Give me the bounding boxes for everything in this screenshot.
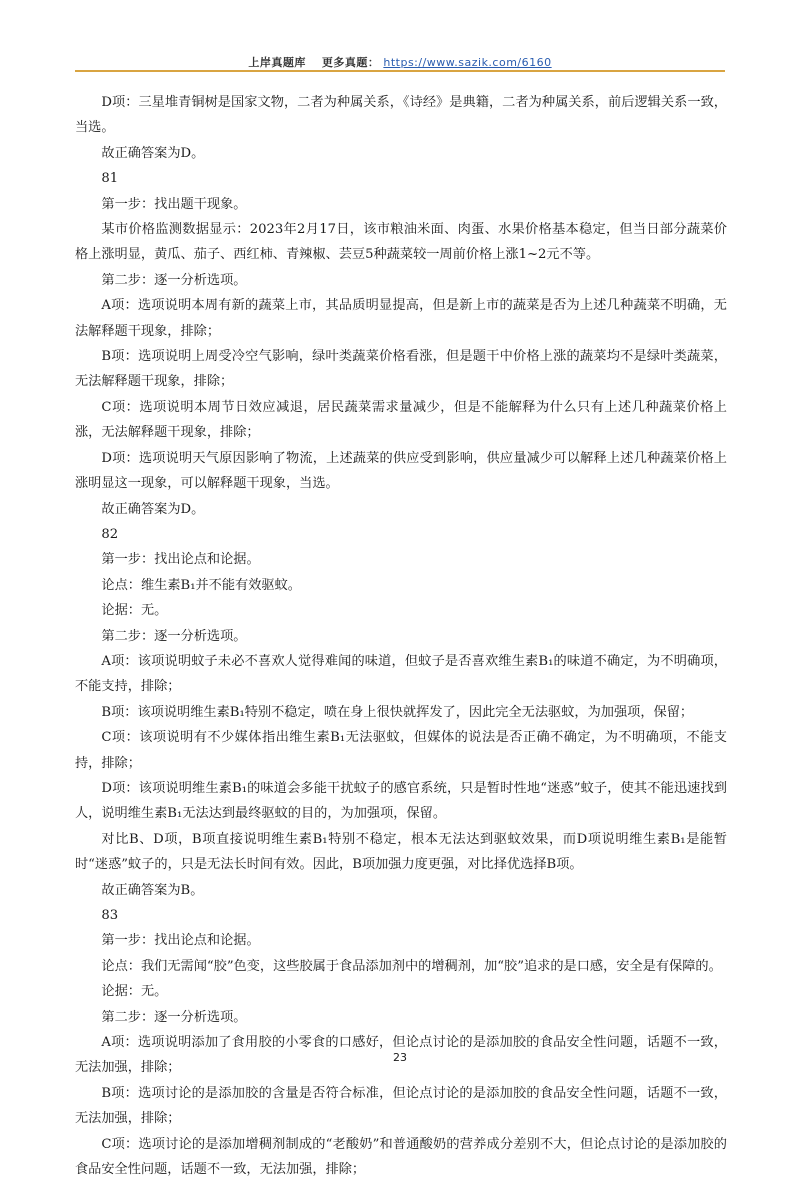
paragraph: 故正确答案为D。 bbox=[101, 145, 205, 161]
paragraph: 故正确答案为B。 bbox=[101, 882, 204, 898]
paragraph: 第一步：找出论点和论据。 bbox=[101, 933, 260, 949]
page-number: 23 bbox=[393, 1051, 407, 1064]
header-divider bbox=[75, 70, 725, 72]
paragraph: 论据：无。 bbox=[101, 984, 168, 1000]
page-header bbox=[0, 54, 800, 70]
header-site-name: 上岸真题库 bbox=[248, 56, 306, 69]
header-link[interactable]: https://www.sazik.com/6160 bbox=[383, 56, 552, 69]
paragraph: C项：该项说明有不少媒体指出维生素B₁无法驱蚊，但媒体的说法是否正确不确定，为不明确项，不能支持，排除； bbox=[75, 730, 727, 771]
paragraph: D项：该项说明维生素B₁的味道会多能干扰蚊子的感官系统，只是暂时性地“迷惑”蚊子，使其不能迅速找到人，说明维生素B₁无法达到最终驱蚊的目的，为加强项，保留。 bbox=[75, 780, 727, 822]
paragraph: 对比B、D项，B项直接说明维生素B₁特别不稳定，根本无法达到驱蚊效果，而D项说明维生素B₁是能暂时“迷惑”蚊子的，只是无法长时间有效。因此，B项加强力度更强，对比择优选择B项。 bbox=[75, 831, 727, 873]
question-number: 82 bbox=[101, 526, 119, 542]
document-body bbox=[75, 90, 727, 1182]
paragraph: D项：选项说明天气原因影响了物流，上述蔬菜的供应受到影响，供应量减少可以解释上述几种蔬菜价格上涨明显这一现象，可以解释题干现象，当选。 bbox=[75, 450, 727, 492]
paragraph: C项：选项讨论的是添加增稠剂制成的“老酸奶”和普通酸奶的营养成分差别不大，但论点讨论的是添加胶的食品安全性问题，话题不一致，无法加强，排除； bbox=[75, 1136, 727, 1178]
paragraph: 故正确答案为D。 bbox=[101, 501, 205, 517]
paragraph: 论据：无。 bbox=[101, 603, 168, 619]
paragraph: A项：选项说明添加了食用胶的小零食的口感好，但论点讨论的是添加胶的食品安全性问题，话题不一致，无法加强，排除； bbox=[75, 1035, 727, 1076]
paragraph: 某市价格监测数据显示：2023年2月17日，该市粮油米面、肉蛋、水果价格基本稳定，但当日部分蔬菜价格上涨明显，黄瓜、茄子、西红柿、青辣椒、芸豆5种蔬菜较一周前价格上涨1~2元不等。 bbox=[75, 222, 727, 263]
paragraph: 第一步：找出论点和论据。 bbox=[101, 552, 260, 568]
paragraph: C项：选项说明本周节日效应减退，居民蔬菜需求量减少，但是不能解释为什么只有上述几种蔬菜价格上涨，无法解释题干现象，排除； bbox=[75, 399, 727, 441]
paragraph: A项：选项说明本周有新的蔬菜上市，其品质明显提高，但是新上市的蔬菜是否为上述几种蔬菜不明确，无法解释题干现象，排除； bbox=[75, 298, 727, 339]
paragraph: D项：三星堆青铜树是国家文物，二者为种属关系，《诗经》是典籍，二者为种属关系，前后逻辑关系一致，当选。 bbox=[75, 95, 727, 136]
paragraph: 第一步：找出题干现象。 bbox=[101, 196, 247, 212]
paragraph: 论点：我们无需闻“胶”色变，这些胶属于食品添加剂中的增稠剂，加“胶”追求的是口感，安全是有保障的。 bbox=[101, 958, 722, 974]
paragraph: 第二步：逐一分析选项。 bbox=[101, 1009, 247, 1025]
paragraph: B项：选项说明上周受冷空气影响，绿叶类蔬菜价格看涨，但是题干中价格上涨的蔬菜均不是绿叶类蔬菜，无法解释题干现象，排除； bbox=[75, 349, 727, 390]
paragraph: 论点：维生素B₁并不能有效驱蚊。 bbox=[101, 577, 301, 593]
paragraph: A项：该项说明蚊子未必不喜欢人觉得难闻的味道，但蚊子是否喜欢维生素B₁的味道不确定，为不明确项，不能支持，排除； bbox=[75, 653, 727, 695]
paragraph: 第二步：逐一分析选项。 bbox=[101, 272, 247, 288]
header-more-label: 更多真题： bbox=[321, 56, 380, 69]
paragraph: B项：选项讨论的是添加胶的含量是否符合标准，但论点讨论的是添加胶的食品安全性问题，话题不一致，无法加强，排除； bbox=[75, 1085, 727, 1127]
question-number: 83 bbox=[101, 908, 119, 923]
paragraph: B项：该项说明维生素B₁特别不稳定，喷在身上很快就挥发了，因此完全无法驱蚊，为加强项，保留； bbox=[101, 704, 694, 720]
paragraph: 第二步：逐一分析选项。 bbox=[101, 628, 247, 644]
question-number: 81 bbox=[101, 171, 119, 187]
